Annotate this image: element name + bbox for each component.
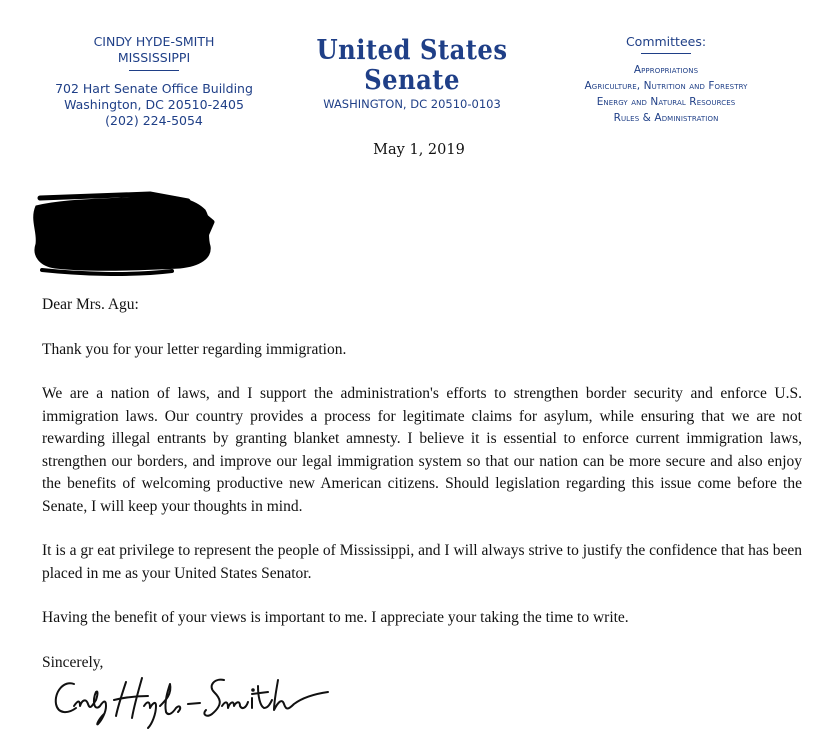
letter-date: May 1, 2019 bbox=[373, 142, 465, 158]
office-address-line1: 702 Hart Senate Office Building bbox=[55, 81, 253, 96]
paragraph: It is a gr eat privilege to represent the people of Mississippi, and I will always strive to justify the confidence that has been placed in me as your United States Senator. bbox=[42, 542, 802, 582]
senate-address: WASHINGTON, DC 20510-0103 bbox=[323, 97, 501, 111]
salutation: Dear Mrs. Agu: bbox=[42, 296, 139, 313]
paragraph: We are a nation of laws, and I support the administration's efforts to strengthen border security and enforce U.S. immigration laws. Our country provides a process for legitimate claims for asylum, while ensuring that we are not rewarding illegal entrants by granting blanket amnesty. I believe it is essential to enforce current immigration laws, strengthen our borders, and improve our legal immigration system so that our nation can be more secure and also enjoy the benefits of welcoming productive new American citizens. Should legislation regarding this issue come before the Senate, I will keep your thoughts in mind. bbox=[42, 385, 802, 515]
paragraph: Thank you for your letter regarding immigration. bbox=[42, 340, 347, 358]
office-phone: (202) 224-5054 bbox=[105, 113, 203, 128]
paragraph: Having the benefit of your views is important to me. I appreciate your taking the time to write. bbox=[42, 609, 629, 626]
committee-item: Energy and Natural Resources bbox=[596, 96, 736, 108]
closing: Sincerely, bbox=[42, 653, 104, 671]
committee-item: Agriculture, Nutrition and Forestry bbox=[584, 80, 748, 92]
senate-title: United States Senate bbox=[316, 35, 508, 96]
senator-name: CINDY HYDE-SMITH bbox=[93, 34, 215, 49]
letter-body bbox=[42, 294, 802, 696]
office-address-line2: Washington, DC 20510-2405 bbox=[64, 97, 244, 112]
handwritten-signature bbox=[52, 670, 342, 730]
committees-label: Committees: bbox=[625, 34, 707, 49]
committee-item: Rules & Administration bbox=[613, 112, 719, 124]
committee-item: Appropriations bbox=[633, 64, 699, 76]
senator-state: MISSISSIPPI bbox=[117, 50, 191, 65]
